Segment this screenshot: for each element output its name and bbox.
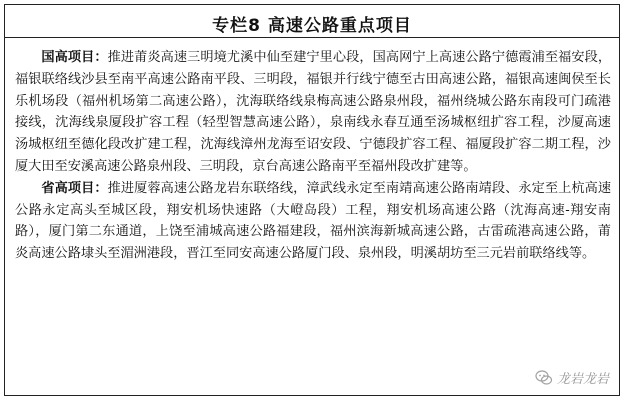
watermark-text: 龙岩龙岩 xyxy=(556,372,609,387)
provincial-text: 推进厦蓉高速公路龙岩东联络线，漳武线永定至南靖高速公路南靖段、永定至上杭高速公路永定高头至城区段，翔安机场快速路（大嶝岛段）工程，翔安机场高速公路（沈海高速-翔安南路），厦门第二东通道，上饶至浦城高速公路福建段，福州滨海新城高速公路，古雷疏港高速公路，莆炎高速公路埭头至湄洲港段，晋江至同安高速公路厦门段、泉州段，明溪胡坊至三元岩前联络线等。 xyxy=(15,180,612,262)
source-watermark xyxy=(535,368,609,387)
provincial-paragraph xyxy=(15,178,611,265)
national-paragraph xyxy=(15,47,611,178)
panel-header xyxy=(5,5,619,38)
panel-title: 专栏8 高速公路重点项目 xyxy=(212,16,412,36)
panel-body xyxy=(15,47,611,265)
national-text: 推进莆炎高速三明境尤溪中仙至建宁里心段，国高网宁上高速公路宁德霞浦至福安段，福银联络线沙县至南平高速公路南平段、三明段，福银并行线宁德至古田高速公路，福银高速闽侯至长乐机场段（福州机场第二高速公路），沈海联络线泉梅高速公路泉州段，福州绕城公路东南段可门疏港接线，沈海线泉厦段扩容工程（轻型智慧高速公路），泉南线永春互通至汤城枢纽扩容工程，沙厦高速汤城枢纽至德化段改扩建工程，沈海线漳州龙海至诏安段、宁德段扩容工程、福厦段扩容二期工程，沙厦大田至安溪高速公路泉州段、三明段，京台高速公路南平至福州段改扩建等。 xyxy=(15,50,612,174)
national-lead: 国高项目： xyxy=(41,50,108,65)
wechat-icon xyxy=(535,369,553,387)
provincial-lead: 省高项目： xyxy=(41,180,108,196)
project-panel xyxy=(4,4,620,396)
